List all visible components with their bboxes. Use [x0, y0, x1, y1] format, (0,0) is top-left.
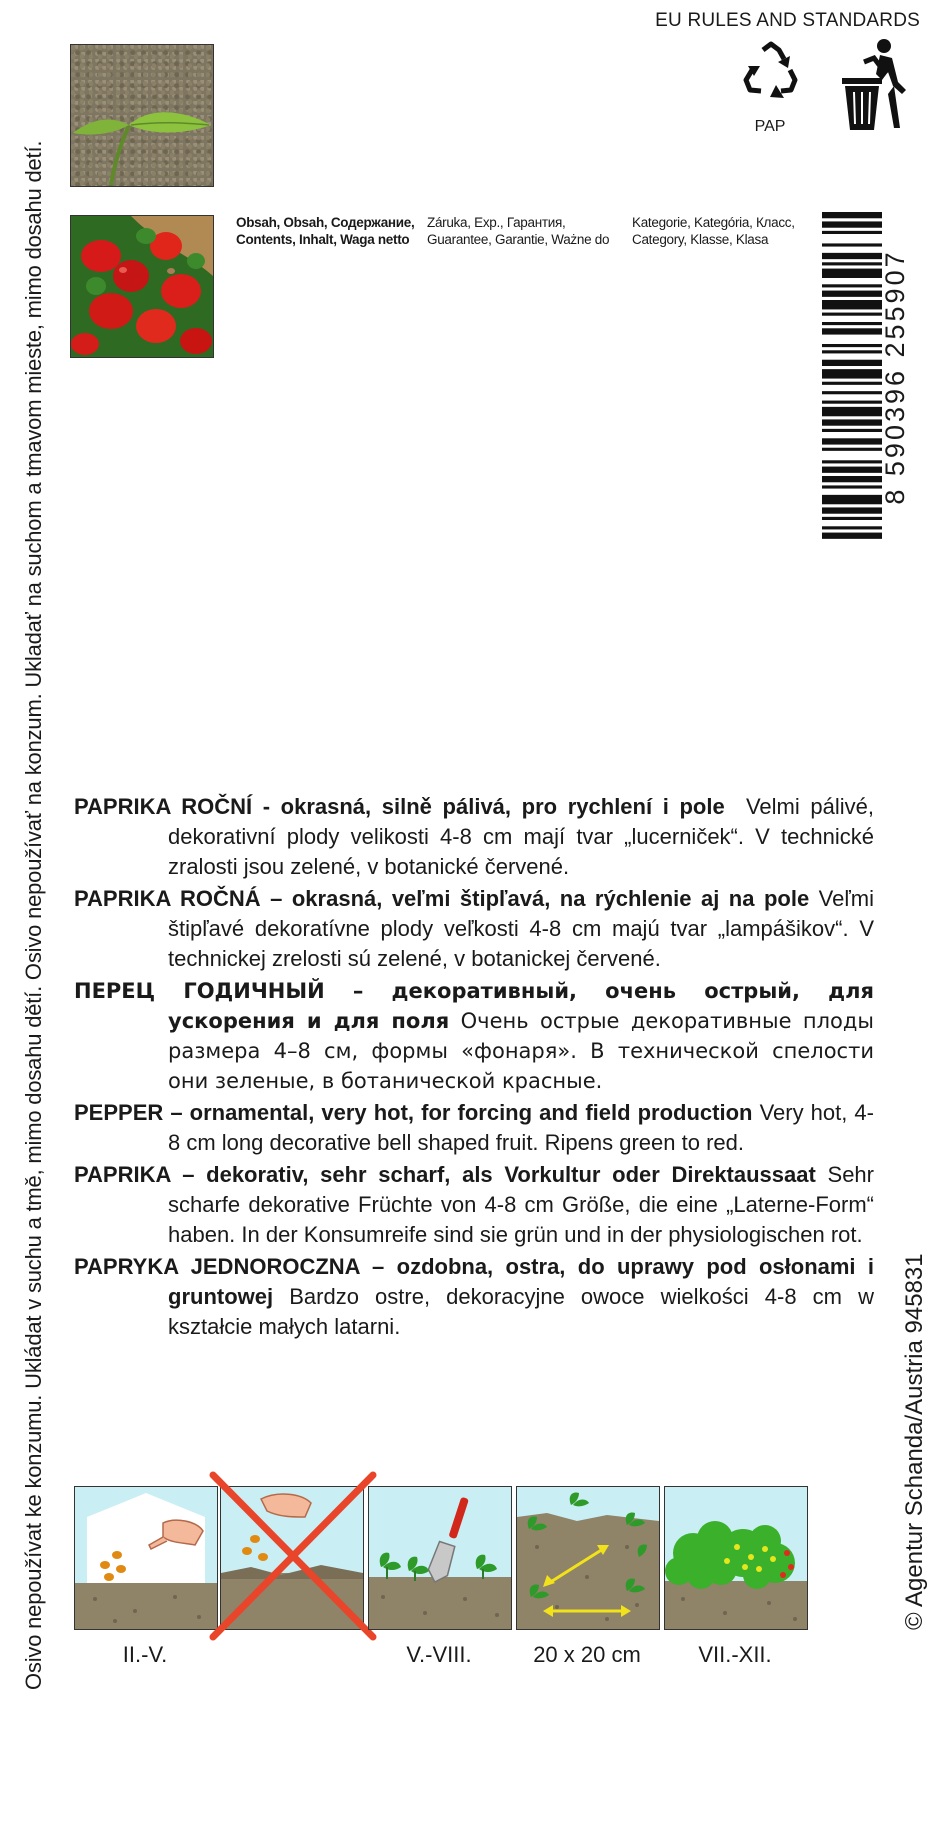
plant-spacing-icon — [516, 1486, 660, 1630]
barcode-bar — [822, 467, 882, 473]
category-label-line2: Category, Klasse, Klasa — [632, 232, 769, 247]
pepper-photo — [70, 215, 214, 358]
panel-caption: II.-V. — [122, 1642, 168, 1667]
contents-label-line2: Contents, Inhalt, Waga netto — [236, 232, 410, 247]
description-text: Bardzo ostre, dekoracyjne owoce wielkości 4-8 cm w kształcie małych latarni. — [168, 1284, 874, 1339]
barcode-bar — [822, 526, 882, 529]
barcode-bar — [822, 448, 882, 451]
panel-caption: V.-VIII. — [406, 1642, 472, 1667]
storage-note: Osivo nepoužívat ke konzumu. Ukládat v suchu a tmě, mimo dosahu dětí. Osivo nepoužívať na konzum. Ukladať na suchom a tmavom mieste, mimo dosahu detí. — [21, 140, 46, 1690]
barcode-bar — [822, 517, 882, 520]
description-text: Velmi pálivé, dekorativní plody velikosti 4-8 cm mají tvar „lucerniček“. V technické zralosti jsou zelené, v botanické červené. — [168, 794, 874, 879]
barcode-bar — [822, 438, 882, 444]
barcode-bar — [822, 401, 882, 404]
barcode-bar — [822, 221, 882, 227]
description-title: ПЕРЕЦ ГОДИЧНЫЙ – декоративный, очень острый, для ускорения и для поля — [74, 979, 874, 1033]
barcode-bar — [822, 507, 882, 513]
description-pl — [74, 1252, 874, 1342]
no-direct-sowing-icon — [220, 1486, 364, 1630]
barcode-bar — [822, 391, 882, 394]
barcode-bar — [822, 476, 882, 482]
barcode-bar — [822, 300, 882, 309]
barcode-bar — [822, 350, 882, 353]
barcode-bar — [822, 460, 882, 463]
description-sk — [74, 884, 874, 974]
description-de — [74, 1160, 874, 1250]
indoor-sowing-icon — [74, 1486, 218, 1630]
harvest-icon — [664, 1486, 808, 1630]
barcode-bar — [822, 284, 882, 287]
barcode — [822, 212, 910, 542]
guarantee-label-line2: Guarantee, Garantie, Ważne do — [427, 232, 610, 247]
barcode-bar — [822, 360, 882, 366]
description-text: Very hot, 4-8 cm long decorative bell shaped fruit. Ripens green to red. — [168, 1100, 874, 1155]
description-cs — [74, 792, 874, 882]
contents-label-line1: Obsah, Obsah, Содержание, — [236, 215, 415, 230]
description-en — [74, 1098, 874, 1158]
barcode-bar — [822, 407, 882, 416]
barcode-bar — [822, 212, 882, 218]
guarantee-label-line1: Záruka, Exp., Гарантия, — [427, 215, 566, 230]
category-label-line1: Kategorie, Kategória, Класс, — [632, 215, 795, 230]
barcode-bar — [822, 419, 882, 425]
barcode-number: 8 590396 255907 — [880, 249, 910, 505]
panel-caption: 20 x 20 cm — [533, 1642, 641, 1667]
barcode-bar — [822, 269, 882, 278]
recycle-icon — [740, 40, 802, 114]
barcode-bar — [822, 382, 882, 385]
description-text: Veľmi štipľavé dekoratívne plody veľkosti 4-8 cm majú tvar „lampášikov“. V technickej zrelosti sú zelené, v botanickej červené. — [168, 886, 874, 971]
panel-caption: VII.-XII. — [698, 1642, 772, 1667]
description-text: Sehr scharfe dekorative Früchte von 4-8 cm Größe, die eine „Laterne-Form“ haben. In der Konsumreife sind sie grün und in der physiologischen rot. — [168, 1162, 874, 1247]
barcode-bar — [822, 322, 882, 325]
copyright-note: © Agentur Schanda/Austria 945831 — [901, 1253, 928, 1630]
description-text: Очень острые декоративные плоды размера 4–8 см, формы «фонаря». В технической спелости они зеленые, в ботанической красные. — [168, 1009, 874, 1093]
contents-label — [236, 214, 426, 248]
barcode-bar — [822, 429, 882, 432]
barcode-bar — [822, 495, 882, 504]
barcode-bar — [822, 231, 882, 234]
description-title: PAPRIKA – dekorativ, sehr scharf, als Vorkultur oder Direktaussaat — [74, 1162, 816, 1187]
seedling-photo — [70, 44, 214, 187]
transplanting-icon — [368, 1486, 512, 1630]
barcode-bar — [822, 533, 882, 539]
barcode-bar — [822, 253, 882, 259]
trash-bin-icon — [836, 38, 914, 134]
description-title: PEPPER – ornamental, very hot, for forcing and field production — [74, 1100, 753, 1125]
barcode-bars — [822, 212, 882, 542]
barcode-bar — [822, 369, 882, 378]
description-title: PAPRIKA ROČNÍ - okrasná, silně pálivá, pro rychlení i pole — [74, 794, 725, 819]
barcode-bar — [822, 344, 882, 347]
barcode-bar — [822, 291, 882, 297]
category-label — [632, 214, 812, 248]
description-title: PAPRYKA JEDNOROCZNA – ozdobna, ostra, do uprawy pod osłonami i gruntowej — [74, 1254, 874, 1309]
barcode-bar — [822, 262, 882, 265]
description-title: PAPRIKA ROČNÁ – okrasná, veľmi štipľavá, na rýchlenie aj na pole — [74, 886, 810, 911]
barcode-bar — [822, 243, 882, 246]
eu-rules-title: EU RULES AND STANDARDS — [655, 10, 920, 31]
barcode-bar — [822, 313, 882, 316]
description-block — [74, 792, 874, 1344]
barcode-bar — [822, 328, 882, 334]
guarantee-label — [427, 214, 627, 248]
barcode-bar — [822, 485, 882, 488]
recycle-label: PAP — [754, 118, 786, 135]
description-ru — [74, 976, 874, 1096]
